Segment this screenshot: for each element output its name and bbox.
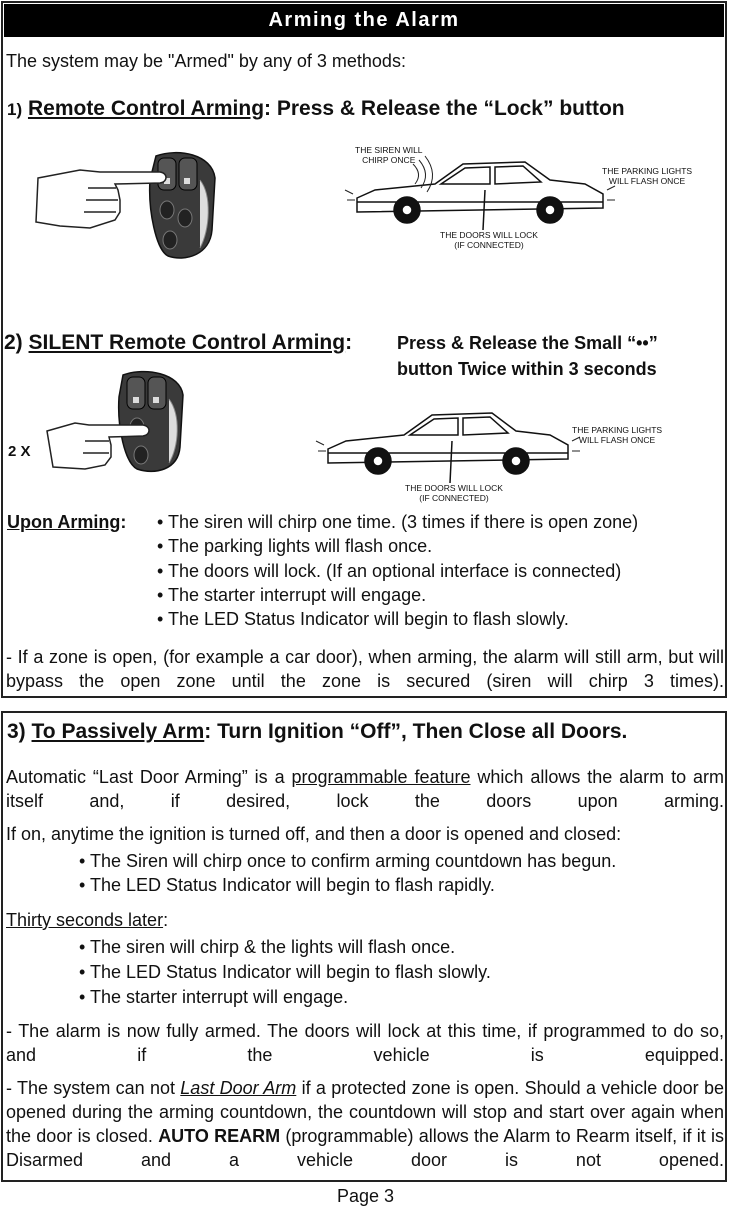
last-door-arm-term: Last Door Arm — [180, 1078, 297, 1098]
method2-heading: 2) SILENT Remote Control Arming: — [4, 331, 353, 354]
doors-label-1: THE DOORS WILL LOCK (IF CONNECTED) — [440, 230, 538, 250]
fully-armed-note: - The alarm is now fully armed. The doors will lock at this time, if programmed to do so, and if the vehicle is equipped. — [6, 1021, 724, 1065]
remote-fob-icon-2 — [119, 372, 183, 472]
upon-arming-bullet: • The LED Status Indicator will begin to flash slowly. — [157, 609, 569, 629]
method3-title: To Passively Arm — [31, 720, 205, 743]
page-number: Page 3 — [336, 1186, 395, 1206]
auto-rearm-term: AUTO REARM — [158, 1126, 281, 1146]
open-zone-note: - If a zone is open, (for example a car door), when arming, the alarm will still arm, but will bypass the open zone until the zone is secured (siren will chirp 3 times). — [6, 647, 724, 691]
lights-label-1: THE PARKING LIGHTS WILL FLASH ONCE — [602, 166, 693, 186]
if-on-text: If on, anytime the ignition is turned off, and then a door is opened and closed: — [6, 824, 622, 844]
thirty-seconds-label: Thirty seconds later: — [6, 910, 169, 930]
upon-arming-bullet: • The parking lights will flash once. — [157, 536, 433, 556]
intro-text: The system may be "Armed" by any of 3 methods: — [6, 51, 406, 71]
upon-arming-bullet: • The starter interrupt will engage. — [157, 585, 427, 605]
press-count-label: 2 X — [8, 443, 31, 460]
method2-title: SILENT Remote Control Arming — [28, 331, 346, 354]
method1-title: Remote Control Arming — [27, 97, 265, 120]
upon-arming-bullet: • The doors will lock. (If an optional interface is connected) — [157, 561, 622, 581]
lights-label-2: THE PARKING LIGHTS WILL FLASH ONCE — [572, 425, 663, 445]
upon-arming-bullet: • The siren will chirp one time. (3 times if there is open zone) — [157, 512, 639, 532]
auto-arming-paragraph: Automatic “Last Door Arming” is a programmable feature which allows the alarm to arm itself and, if desired, lock the doors upon arming. — [6, 767, 724, 811]
method3-instruction: : Turn Ignition “Off”, Then Close all Doors. — [204, 720, 628, 743]
method2-instruction-2: button Twice within 3 seconds — [397, 359, 657, 379]
section-title: Arming the Alarm — [4, 4, 724, 37]
programmable-feature-link: programmable feature — [291, 767, 471, 787]
thirty-bullet: • The LED Status Indicator will begin to flash slowly. — [79, 962, 491, 982]
remote-fob-icon — [150, 153, 215, 258]
doors-label-2: THE DOORS WILL LOCK (IF CONNECTED) — [405, 483, 503, 503]
upon-arming-label: Upon Arming: — [7, 512, 127, 532]
siren-label: THE SIREN WILL CHIRP ONCE — [355, 145, 423, 165]
thirty-bullet: • The starter interrupt will engage. — [79, 987, 349, 1007]
method2-instruction-1: Press & Release the Small “••” — [397, 333, 658, 353]
remote-hand-illustration-2 — [45, 365, 195, 480]
if-on-bullet: • The Siren will chirp once to confirm arming countdown has begun. — [79, 851, 617, 871]
if-on-bullet: • The LED Status Indicator will begin to flash rapidly. — [79, 875, 495, 895]
pointing-hand-icon — [36, 170, 166, 228]
method3-heading: 3) To Passively Arm: Turn Ignition “Off”, Then Close all Doors. — [7, 720, 628, 743]
car-illustration-2 — [316, 403, 576, 488]
cannot-arm-paragraph: - The system can not Last Door Arm if a protected zone is open. Should a vehicle door be opened during the arming countdown, the countdown will stop and start over again when the door is closed. AUTO REARM (programmable) allows the Alarm to Rearm itself, if it is Disarmed and a vehicle door is not opened. — [6, 1078, 725, 1170]
remote-hand-illustration — [20, 140, 220, 270]
method1-heading: 1) Remote Control Arming: Press & Release the “Lock” button — [7, 97, 625, 120]
thirty-bullet: • The siren will chirp & the lights will flash once. — [79, 937, 456, 957]
method1-instruction: : Press & Release the “Lock” button — [264, 97, 625, 120]
